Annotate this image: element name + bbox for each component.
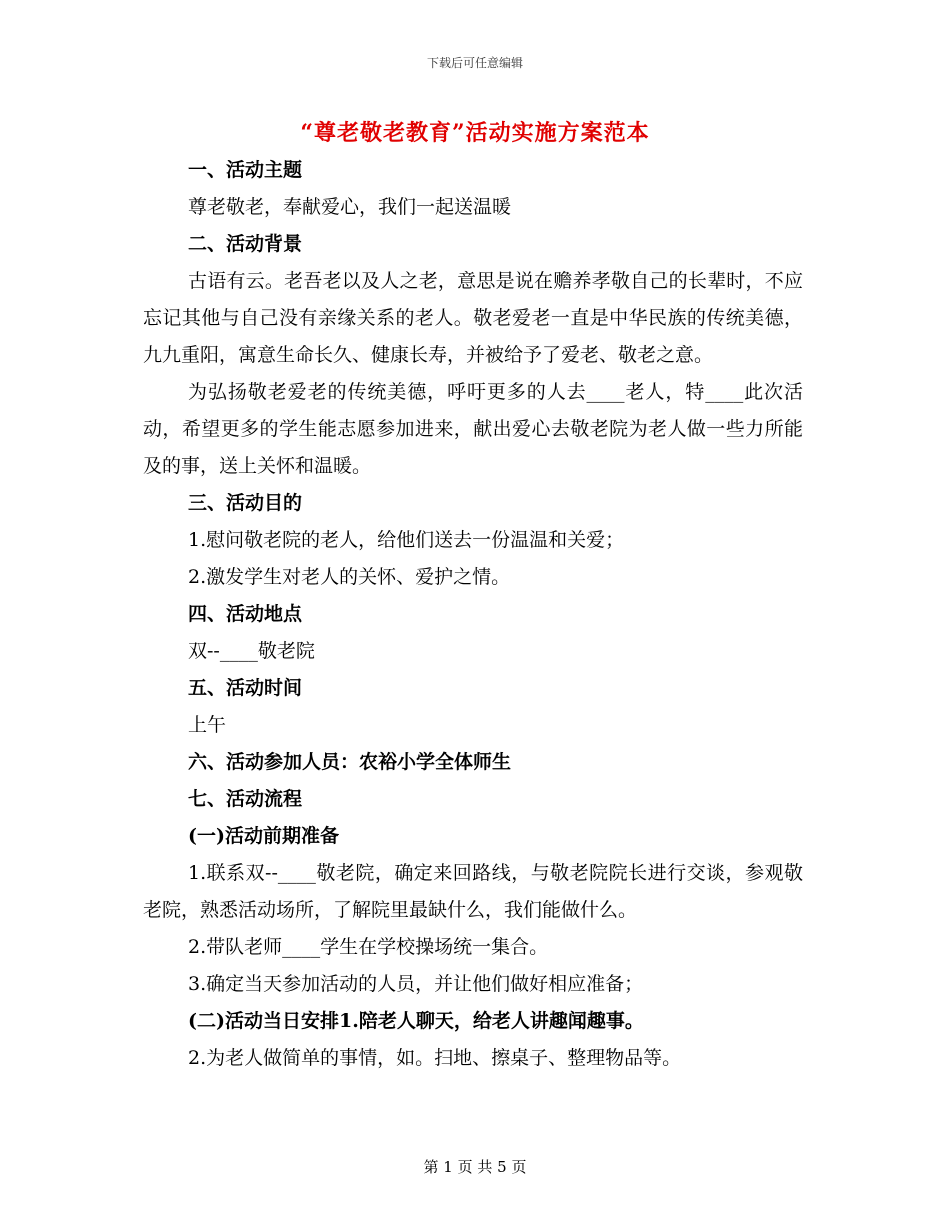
header-note: 下载后可任意编辑	[426, 56, 523, 70]
subsection-heading: (一)活动前期准备	[188, 825, 339, 847]
section-heading: 二、活动背景	[188, 233, 303, 255]
paragraph: 为弘扬敬老爱老的传统美德，呼吁更多的人去____老人，特____此次活动，希望更多的学生能志愿参加进来，献出爱心去敬老院为老人做一些力所能及的事，送上关怀和温暖。	[143, 381, 803, 477]
list-item: 1.慰问敬老院的老人，给他们送去一份温温和关爱；	[188, 529, 625, 551]
page-footer: 第 1 页 共 5 页	[423, 1158, 527, 1176]
section-heading: 四、活动地点	[188, 603, 303, 625]
list-item: 1.联系双--____敬老院，确定来回路线，与敬老院院长进行交谈，参观敬老院，熟悉活动场所，了解院里最缺什么，我们能做什么。	[143, 862, 803, 921]
section-heading: 七、活动流程	[188, 788, 303, 810]
section-text: 上午	[188, 714, 227, 736]
list-item: 2.带队老师____学生在学校操场统一集合。	[188, 936, 549, 958]
section-heading: 六、活动参加人员：农裕小学全体师生	[188, 751, 512, 773]
section-text: 尊老敬老，奉献爱心，我们一起送温暖	[188, 196, 512, 218]
paragraph: 古语有云。老吾老以及人之老，意思是说在赡养孝敬自己的长辈时，不应忘记其他与自己没有亲缘关系的老人。敬老爱老一直是中华民族的传统美德，九九重阳，寓意生命长久、健康长寿，并被给予了爱老、敬老之意。	[143, 270, 803, 366]
section-text: 双--____敬老院	[188, 640, 315, 662]
section-heading: 一、活动主题	[188, 159, 303, 181]
section-heading: 五、活动时间	[188, 677, 303, 699]
list-item: 2.为老人做简单的事情，如。扫地、擦桌子、整理物品等。	[188, 1047, 682, 1069]
list-item: 2.激发学生对老人的关怀、爱护之情。	[188, 566, 511, 588]
subsection-heading: (二)活动当日安排1.陪老人聊天，给老人讲趣闻趣事。	[188, 1010, 644, 1032]
document-title: “尊老敬老教育”活动实施方案范本	[300, 120, 650, 146]
document-body	[143, 152, 803, 1077]
list-item: 3.确定当天参加活动的人员，并让他们做好相应准备；	[188, 973, 644, 995]
section-heading: 三、活动目的	[188, 492, 303, 514]
